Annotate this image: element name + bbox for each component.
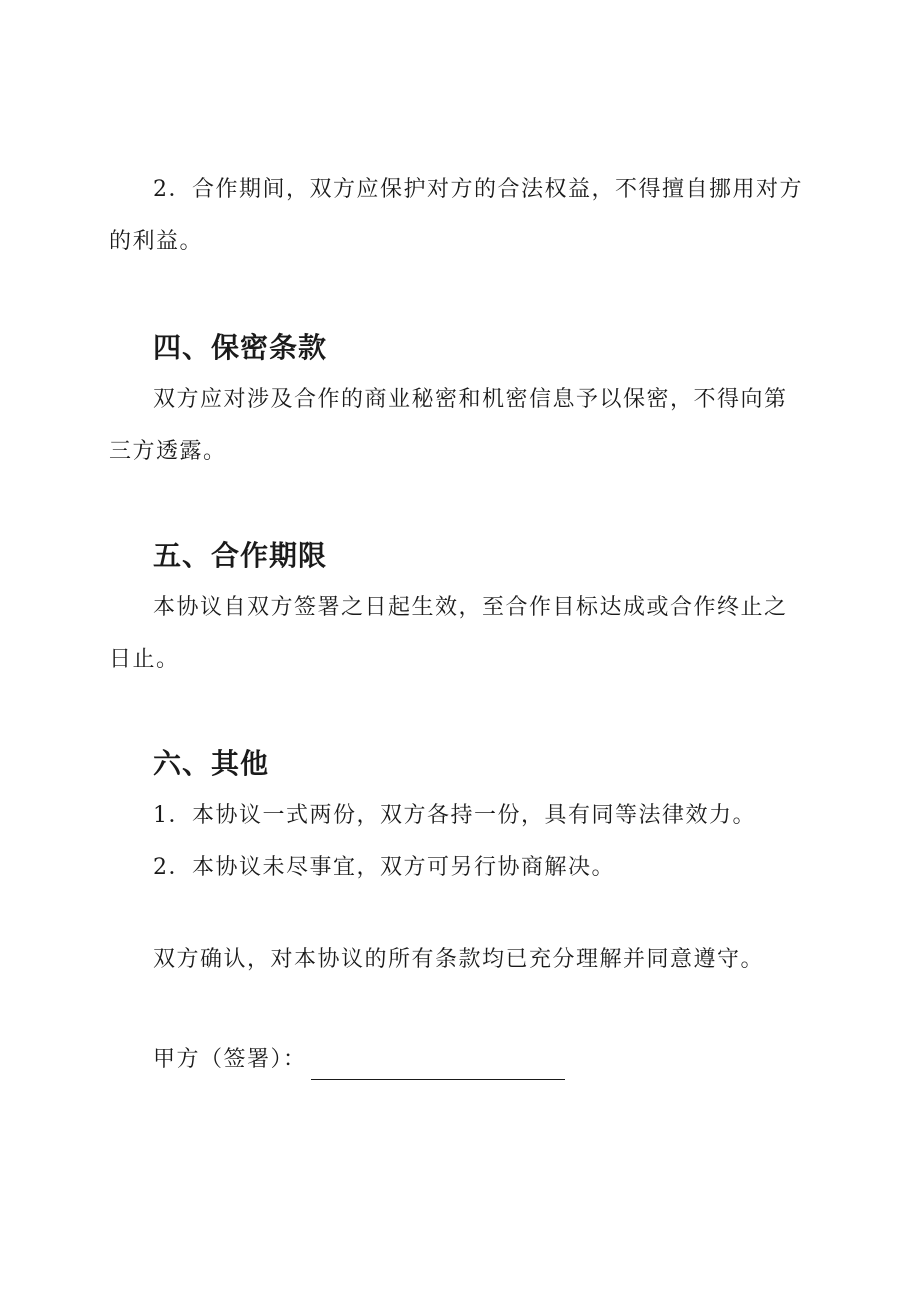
- clause-paragraph: 2．合作期间，双方应保护对方的合法权益，不得擅自挪用对方的利益。: [109, 177, 803, 254]
- section-5: [109, 536, 809, 686]
- section-heading: 五、合作期限: [153, 539, 328, 572]
- signature-line[interactable]: [311, 1053, 565, 1080]
- section-6: [109, 744, 809, 894]
- section-3-item-2: [109, 164, 809, 268]
- party-a-label: 甲方（签署）：: [153, 1047, 307, 1072]
- section-heading: 六、其他: [153, 747, 270, 780]
- section-heading: 四、保密条款: [153, 331, 328, 364]
- clause-paragraph: 本协议自双方签署之日起生效，至合作目标达成或合作终止之日止。: [109, 595, 788, 672]
- confirmation: [109, 934, 809, 986]
- clause-paragraph: 双方应对涉及合作的商业秘密和机密信息予以保密，不得向第三方透露。: [109, 387, 788, 464]
- list-item: 1．本协议一式两份，双方各持一份，具有同等法律效力。: [153, 803, 756, 828]
- list-item: 2．本协议未尽事宜，双方可另行协商解决。: [153, 855, 615, 880]
- section-4: [109, 328, 809, 478]
- confirmation-text: 双方确认，对本协议的所有条款均已充分理解并同意遵守。: [153, 947, 765, 972]
- signature-row: [109, 1040, 809, 1080]
